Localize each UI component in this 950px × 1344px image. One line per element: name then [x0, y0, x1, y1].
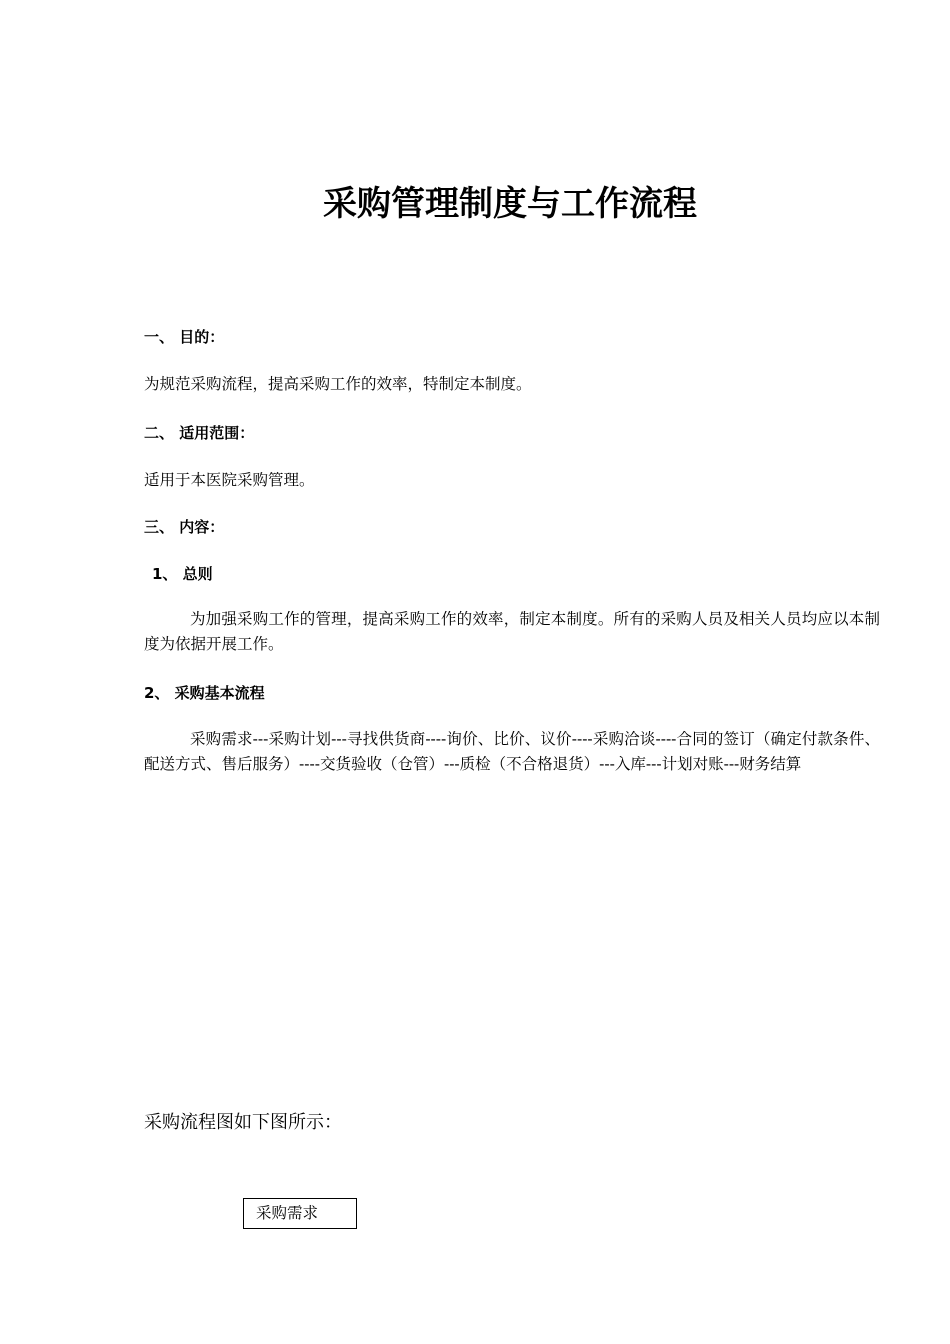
flow-heading: 2、 采购基本流程 [144, 684, 265, 702]
content-heading: 三、 内容： [144, 518, 225, 536]
flowchart-step-purchase-demand: 采购需求 [243, 1198, 357, 1229]
scope-heading: 二、 适用范围： [144, 424, 255, 442]
purpose-text: 为规范采购流程，提高采购工作的效率，特制定本制度。 [144, 375, 532, 393]
diagram-caption: 采购流程图如下图所示： [144, 1112, 342, 1133]
general-heading: 1、 总则 [152, 565, 213, 583]
scope-text: 适用于本医院采购管理。 [144, 471, 315, 489]
flow-paragraph: 采购需求---采购计划---寻找供货商----询价、比价、议价----采购洽谈----合同的签订（确定付款条件、配送方式、售后服务）----交货验收（仓管）---质检（不合格退货）---入库---计划对账---财务结算 [144, 730, 880, 773]
general-paragraph: 为加强采购工作的管理，提高采购工作的效率，制定本制度。所有的采购人员及相关人员均应以本制度为依据开展工作。 [144, 610, 880, 653]
page-title: 采购管理制度与工作流程 [323, 184, 697, 224]
purpose-heading: 一、 目的： [144, 328, 225, 346]
